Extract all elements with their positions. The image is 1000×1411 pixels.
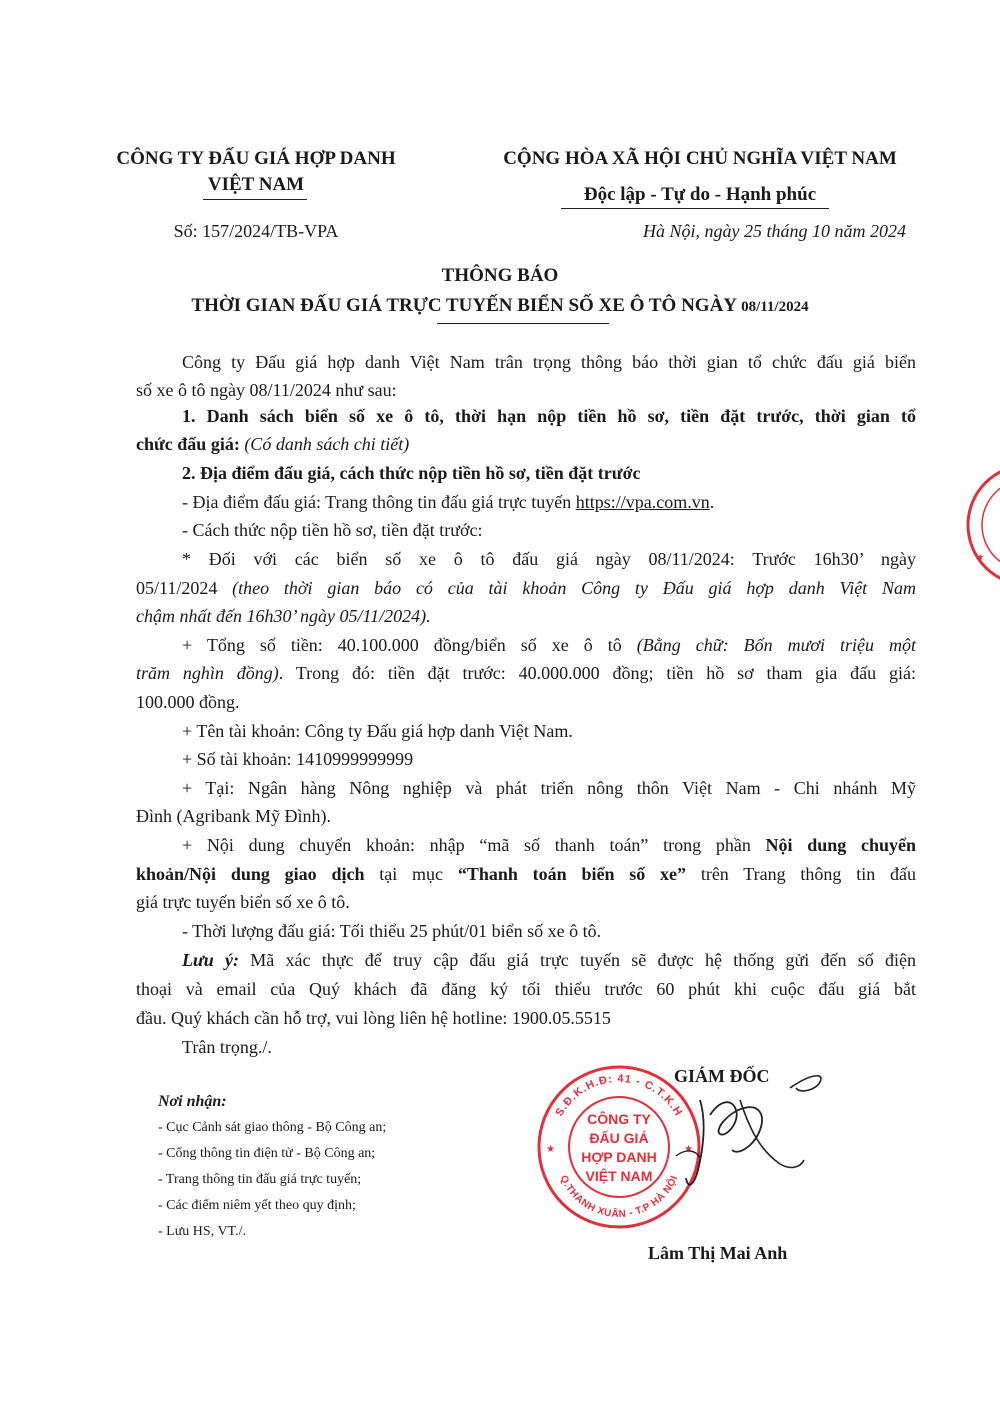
auction-location bbox=[182, 492, 962, 513]
org-name-line1: CÔNG TY ĐẤU GIÁ HỢP DANH bbox=[116, 148, 396, 169]
account-name: + Tên tài khoản: Công ty Đấu giá hợp danh Việt Nam. bbox=[182, 721, 573, 741]
recipients-label: Nơi nhận: bbox=[158, 1093, 227, 1110]
note-text: Mã xác thực để truy cập đấu giá trực tuyến sẽ được hệ thống gửi đến số điện bbox=[239, 950, 916, 970]
note-line2: thoại và email của Quý khách đã đăng ký tối thiểu trước 60 phút khi cuộc đấu giá bắt bbox=[136, 979, 916, 999]
payment-method: - Cách thức nộp tiền hồ sơ, tiền đặt trước: bbox=[182, 520, 483, 540]
place-date: Hà Nội, ngày 25 tháng 10 năm 2024 bbox=[643, 221, 906, 241]
transfer-field-bold: Nội dung chuyển bbox=[765, 835, 916, 855]
recipient-item: - Trang thông tin đấu giá trực tuyến; bbox=[158, 1172, 362, 1187]
note-line1 bbox=[182, 950, 916, 971]
deadline-note: (theo thời gian báo có của tài khoản Công ty Đấu giá hợp danh Việt Nam bbox=[232, 578, 916, 598]
total-amount-text: + Tổng số tiền: 40.100.000 đồng/biển số xe ô tô bbox=[182, 635, 637, 655]
total-amount-line2 bbox=[136, 663, 916, 684]
recipient-item: - Các điểm niêm yết theo quy định; bbox=[158, 1198, 356, 1213]
total-amount-line3: 100.000 đồng. bbox=[136, 692, 240, 712]
closing-text: Trân trọng./. bbox=[182, 1037, 272, 1057]
auction-duration: - Thời lượng đấu giá: Tối thiểu 25 phút/01 biển số xe ô tô. bbox=[182, 921, 602, 941]
auction-location-period: . bbox=[709, 492, 715, 512]
partial-seal-edge bbox=[958, 460, 1000, 590]
section1-heading-line2 bbox=[136, 434, 916, 455]
motto-underline bbox=[561, 208, 829, 209]
total-amount-line1 bbox=[182, 635, 916, 656]
svg-text:ĐẤU GIÁ: ĐẤU GIÁ bbox=[589, 1130, 649, 1146]
signer-title: GIÁM ĐỐC bbox=[674, 1066, 770, 1086]
intro-line1: Công ty Đấu giá hợp danh Việt Nam trân trọng thông báo thời gian tổ chức đấu giá biển bbox=[182, 352, 916, 372]
account-number: + Số tài khoản: 1410999999999 bbox=[182, 749, 414, 769]
transfer-line3: giá trực tuyến biển số xe ô tô. bbox=[136, 892, 350, 912]
handwritten-signature bbox=[640, 1060, 840, 1210]
notice-subtitle-date: 08/11/2024 bbox=[741, 299, 809, 315]
org-name-line2: VIỆT NAM bbox=[207, 174, 305, 195]
bank-line1: + Tại: Ngân hàng Nông nghiệp và phát triển nông thôn Việt Nam - Chi nhánh Mỹ bbox=[182, 778, 916, 798]
transfer-line2 bbox=[136, 864, 916, 885]
svg-text:S.Đ.K.H.Đ: 41 - C.T.K.H: S.Đ.K.H.Đ: 41 - C.T.K.H bbox=[553, 1072, 685, 1119]
bank-line2: Đình (Agribank Mỹ Đình). bbox=[136, 806, 331, 826]
nation-title: CỘNG HÒA XÃ HỘI CHỦ NGHĨA VIỆT NAM bbox=[503, 148, 897, 169]
recipient-item: - Lưu HS, VT./. bbox=[158, 1224, 246, 1239]
nation-motto: Độc lập - Tự do - Hạnh phúc bbox=[583, 184, 817, 205]
document-number: Số: 157/2024/TB-VPA bbox=[173, 221, 339, 241]
recipient-item: - Cục Cảnh sát giao thông - Bộ Công an; bbox=[158, 1120, 387, 1135]
total-amount-words-cont: trăm nghìn đồng) bbox=[136, 663, 279, 683]
section1-heading-line1: 1. Danh sách biển số xe ô tô, thời hạn nộp tiền hồ sơ, tiền đặt trước, thời gian tổ bbox=[182, 406, 916, 426]
auction-website-link[interactable]: https://vpa.com.vn bbox=[575, 492, 710, 512]
recipients-list bbox=[158, 1115, 386, 1245]
signer-name: Lâm Thị Mai Anh bbox=[648, 1243, 788, 1263]
auction-location-text: - Địa điểm đấu giá: Trang thông tin đấu giá trực tuyến bbox=[182, 492, 576, 512]
notice-title: THÔNG BÁO bbox=[441, 265, 559, 286]
deadline-line2 bbox=[136, 578, 916, 599]
section1-heading-bold: chức đấu giá: bbox=[136, 434, 245, 454]
transfer-text-mid: tại mục bbox=[364, 864, 458, 884]
svg-text:VIỆT NAM: VIỆT NAM bbox=[585, 1168, 653, 1184]
partial-seal-graphic bbox=[958, 460, 1000, 590]
deadline-date: 05/11/2024 bbox=[136, 578, 233, 598]
transfer-text-end: trên Trang thông tin đấu bbox=[686, 864, 916, 884]
transfer-text: + Nội dung chuyển khoản: nhập “mã số thanh toán” trong phần bbox=[182, 835, 766, 855]
svg-text:Q.THANH XUÂN - T.P HÀ NỘI: Q.THANH XUÂN - T.P HÀ NỘI bbox=[557, 1173, 681, 1221]
section1-detail-note: (Có danh sách chi tiết) bbox=[244, 434, 410, 454]
total-amount-words: (Bằng chữ: Bốn mươi triệu một bbox=[636, 635, 916, 655]
deadline-line1: * Đối với các biển số xe ô tô đấu giá ngày 08/11/2024: Trước 16h30’ ngày bbox=[182, 549, 916, 569]
transfer-field-bold-cont: khoản/Nội dung giao dịch bbox=[136, 864, 365, 884]
notice-subtitle bbox=[100, 295, 900, 317]
org-underline bbox=[203, 199, 307, 200]
transfer-line1 bbox=[182, 835, 916, 856]
intro-line2: số xe ô tô ngày 08/11/2024 như sau: bbox=[136, 380, 397, 400]
svg-text:HỢP DANH: HỢP DANH bbox=[581, 1149, 657, 1165]
deadline-line3: chậm nhất đến 16h30’ ngày 05/11/2024). bbox=[136, 606, 431, 626]
transfer-section-name: “Thanh toán biển số xe” bbox=[457, 864, 687, 884]
svg-text:★: ★ bbox=[684, 1144, 693, 1155]
section2-heading: 2. Địa điểm đấu giá, cách thức nộp tiền hồ sơ, tiền đặt trước bbox=[182, 463, 641, 483]
title-underline bbox=[437, 323, 609, 324]
svg-text:★: ★ bbox=[976, 553, 985, 563]
svg-text:★: ★ bbox=[546, 1144, 555, 1155]
note-line3: đầu. Quý khách cần hỗ trợ, vui lòng liên hệ hotline: 1900.05.5515 bbox=[136, 1008, 611, 1028]
note-label: Lưu ý: bbox=[182, 950, 240, 970]
svg-text:CÔNG TY: CÔNG TY bbox=[587, 1111, 651, 1127]
deposit-breakdown: . Trong đó: tiền đặt trước: 40.000.000 đồng; tiền hồ sơ tham gia đấu giá: bbox=[278, 663, 916, 683]
recipient-item: - Cổng thông tin điện tử - Bộ Công an; bbox=[158, 1146, 376, 1161]
notice-subtitle-text: THỜI GIAN ĐẤU GIÁ TRỰC TUYẾN BIỂN SỐ XE Ô TÔ NGÀY bbox=[191, 295, 742, 316]
